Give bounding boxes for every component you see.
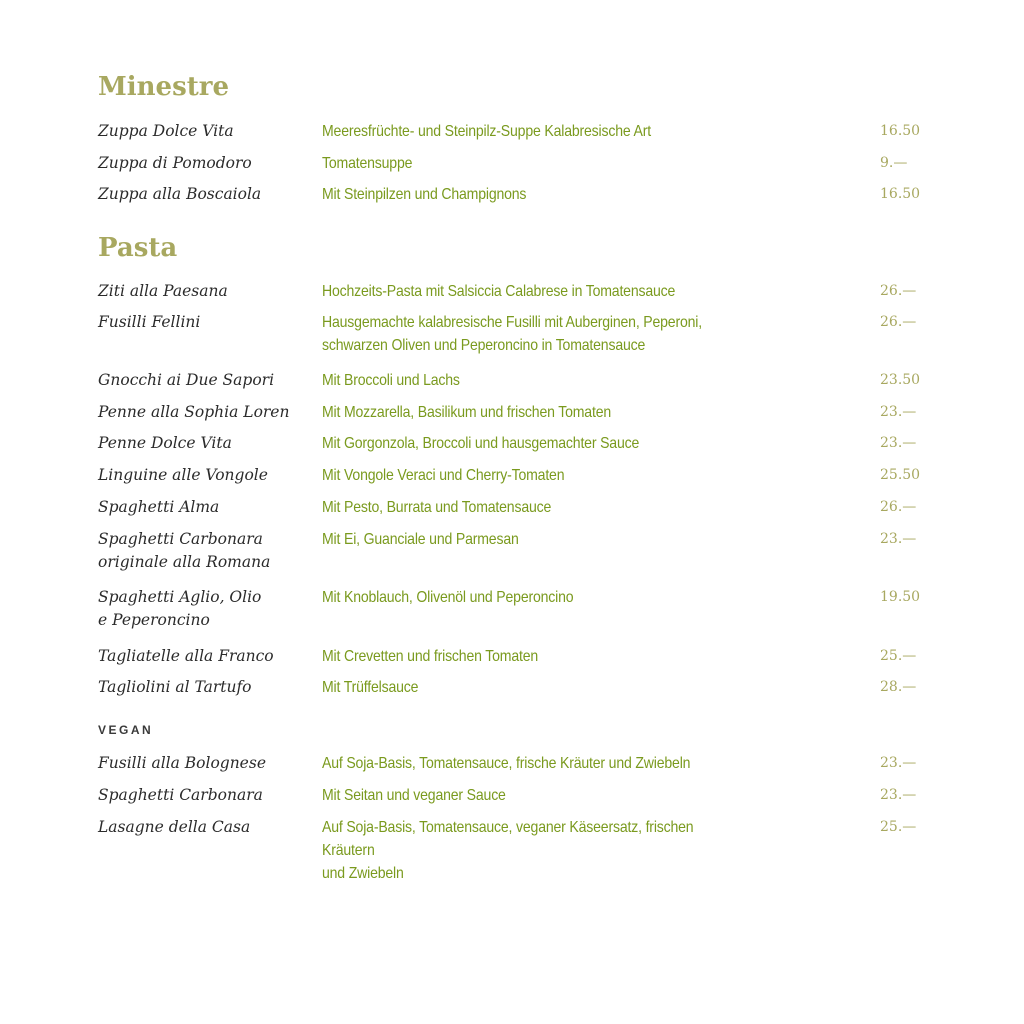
dish-price: 9.— [880, 155, 908, 171]
dish-name: Spaghetti Alma [98, 498, 220, 516]
subheading-vegan: VEGAN [98, 723, 154, 737]
dish-name: Penne alla Sophia Loren [98, 403, 290, 421]
dish-name: Fusilli alla Bolognese [98, 754, 266, 772]
dish-price: 25.50 [880, 467, 921, 483]
dish-description: Hausgemachte kalabresische Fusilli mit Auberginen, Peperoni, schwarzen Oliven und Peperoncino in Tomatensauce [322, 314, 702, 354]
dish-price: 26.— [880, 314, 917, 330]
dish-name: Zuppa alla Boscaiola [98, 185, 262, 203]
section-title-pasta: Pasta [98, 233, 178, 263]
dish-price: 25.— [880, 819, 917, 835]
dish-description: Hochzeits-Pasta mit Salsiccia Calabrese in Tomatensauce [322, 283, 676, 300]
dish-price: 25.— [880, 648, 917, 664]
dish-price: 23.— [880, 531, 917, 547]
dish-price: 23.50 [880, 372, 921, 388]
dish-description: Mit Gorgonzola, Broccoli und hausgemachter Sauce [322, 435, 640, 452]
dish-name: Gnocchi ai Due Sapori [98, 371, 275, 389]
dish-name: Fusilli Fellini [98, 313, 201, 331]
dish-description: Auf Soja-Basis, Tomatensauce, veganer Käseersatz, frischen Kräutern und Zwiebeln [322, 819, 694, 882]
dish-price: 26.— [880, 283, 917, 299]
dish-price: 19.50 [880, 589, 921, 605]
dish-description: Mit Broccoli und Lachs [322, 372, 460, 389]
dish-description: Mit Pesto, Burrata und Tomatensauce [322, 499, 552, 516]
dish-name: Zuppa Dolce Vita [98, 122, 234, 140]
dish-description: Mit Seitan und veganer Sauce [322, 787, 506, 804]
dish-price: 23.— [880, 787, 917, 803]
dish-price: 16.50 [880, 186, 921, 202]
dish-price: 16.50 [880, 123, 921, 139]
dish-name: Spaghetti Carbonara originale alla Romana [98, 530, 271, 571]
section-title-minestre: Minestre [98, 72, 229, 102]
dish-name: Tagliolini al Tartufo [98, 678, 252, 696]
dish-price: 23.— [880, 404, 917, 420]
dish-description: Mit Vongole Veraci und Cherry-Tomaten [322, 467, 565, 484]
dish-name: Penne Dolce Vita [98, 434, 232, 452]
dish-description: Mit Crevetten und frischen Tomaten [322, 648, 539, 665]
dish-description: Auf Soja-Basis, Tomatensauce, frische Kräuter und Zwiebeln [322, 755, 691, 772]
dish-price: 23.— [880, 435, 917, 451]
dish-description: Tomatensuppe [322, 155, 413, 172]
dish-price: 23.— [880, 755, 917, 771]
dish-name: Ziti alla Paesana [98, 282, 228, 300]
dish-name: Tagliatelle alla Franco [98, 647, 274, 665]
dish-name: Spaghetti Carbonara [98, 786, 263, 804]
dish-name: Lasagne della Casa [98, 818, 251, 836]
dish-description: Mit Steinpilzen und Champignons [322, 186, 527, 203]
dish-name: Zuppa di Pomodoro [98, 154, 252, 172]
dish-price: 28.— [880, 679, 917, 695]
dish-description: Mit Trüffelsauce [322, 679, 419, 696]
dish-description: Mit Mozzarella, Basilikum und frischen Tomaten [322, 404, 612, 421]
dish-description: Mit Knoblauch, Olivenöl und Peperoncino [322, 589, 574, 606]
dish-name: Linguine alle Vongole [98, 466, 268, 484]
dish-description: Mit Ei, Guanciale und Parmesan [322, 531, 519, 548]
dish-price: 26.— [880, 499, 917, 515]
dish-name: Spaghetti Aglio, Olio e Peperoncino [98, 588, 262, 629]
dish-description: Meeresfrüchte- und Steinpilz-Suppe Kalabresische Art [322, 123, 651, 140]
